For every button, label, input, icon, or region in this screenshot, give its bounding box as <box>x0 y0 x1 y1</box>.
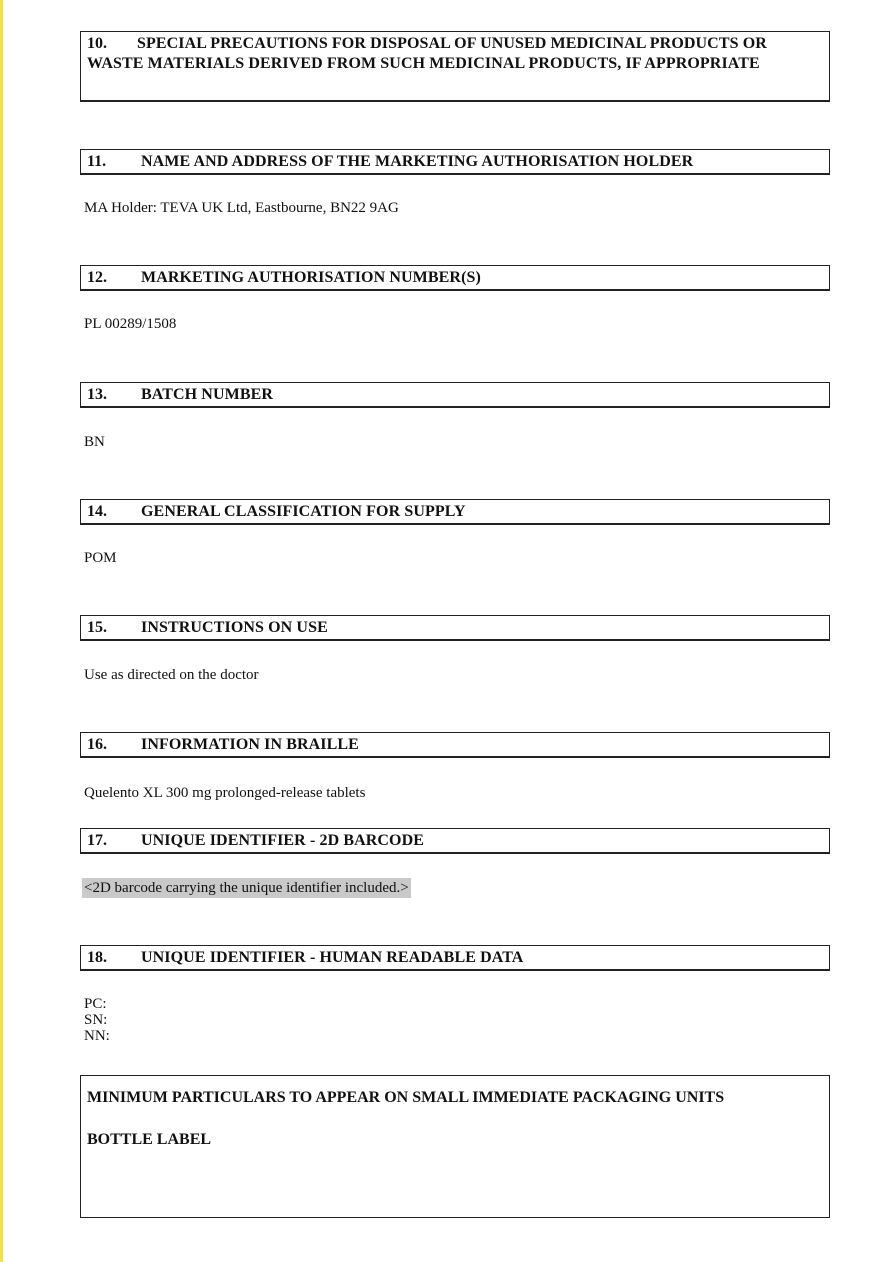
small-packaging-title: MINIMUM PARTICULARS TO APPEAR ON SMALL IMMEDIATE PACKAGING UNITS <box>87 1089 725 1106</box>
section-title: BATCH NUMBER <box>141 386 274 403</box>
page-edge-rule <box>0 0 3 1262</box>
nn-line: NN: <box>84 1028 110 1044</box>
section-number: 15. <box>87 619 107 636</box>
small-packaging-box <box>80 1075 830 1218</box>
instructions-text: Use as directed on the doctor <box>84 667 259 683</box>
section-17-header <box>80 828 830 854</box>
section-number: 17. <box>87 832 107 849</box>
section-title: MARKETING AUTHORISATION NUMBER(S) <box>141 269 481 286</box>
section-number: 16. <box>87 736 107 753</box>
section-18-header <box>80 945 830 971</box>
section-title: NAME AND ADDRESS OF THE MARKETING AUTHORISATION HOLDER <box>141 153 694 170</box>
highlighted-placeholder: <2D barcode carrying the unique identifier included.> <box>84 880 409 896</box>
section-title: INSTRUCTIONS ON USE <box>141 619 328 636</box>
section-number: 10. <box>87 35 107 52</box>
section-12-header <box>80 265 830 291</box>
section-title: INFORMATION IN BRAILLE <box>141 736 359 753</box>
barcode-placeholder-text <box>82 880 411 897</box>
ma-number-text: PL 00289/1508 <box>84 316 177 332</box>
braille-text: Quelento XL 300 mg prolonged-release tablets <box>84 785 366 801</box>
section-14-header <box>80 499 830 525</box>
sn-line: SN: <box>84 1012 108 1028</box>
pc-line: PC: <box>84 996 107 1012</box>
section-title: SPECIAL PRECAUTIONS FOR DISPOSAL OF UNUSED MEDICINAL PRODUCTS OR WASTE MATERIALS DERIVED FROM SUCH MEDICINAL PRODUCTS, IF APPROPRIATE <box>87 35 767 72</box>
section-10-header <box>80 31 830 102</box>
ma-holder-text: MA Holder: TEVA UK Ltd, Eastbourne, BN22 9AG <box>84 200 399 216</box>
section-15-header <box>80 615 830 641</box>
section-title: UNIQUE IDENTIFIER - HUMAN READABLE DATA <box>141 949 524 966</box>
section-title: GENERAL CLASSIFICATION FOR SUPPLY <box>141 503 466 520</box>
section-title: UNIQUE IDENTIFIER - 2D BARCODE <box>141 832 425 849</box>
section-11-header <box>80 149 830 175</box>
classification-text: POM <box>84 550 117 566</box>
section-number: 12. <box>87 269 107 286</box>
section-number: 13. <box>87 386 107 403</box>
section-number: 14. <box>87 503 107 520</box>
human-readable-data <box>84 996 110 1044</box>
section-number: 18. <box>87 949 107 966</box>
section-13-header <box>80 382 830 408</box>
bottle-label-title: BOTTLE LABEL <box>87 1131 212 1148</box>
section-16-header <box>80 732 830 758</box>
batch-number-text: BN <box>84 434 105 450</box>
section-number: 11. <box>87 153 107 170</box>
